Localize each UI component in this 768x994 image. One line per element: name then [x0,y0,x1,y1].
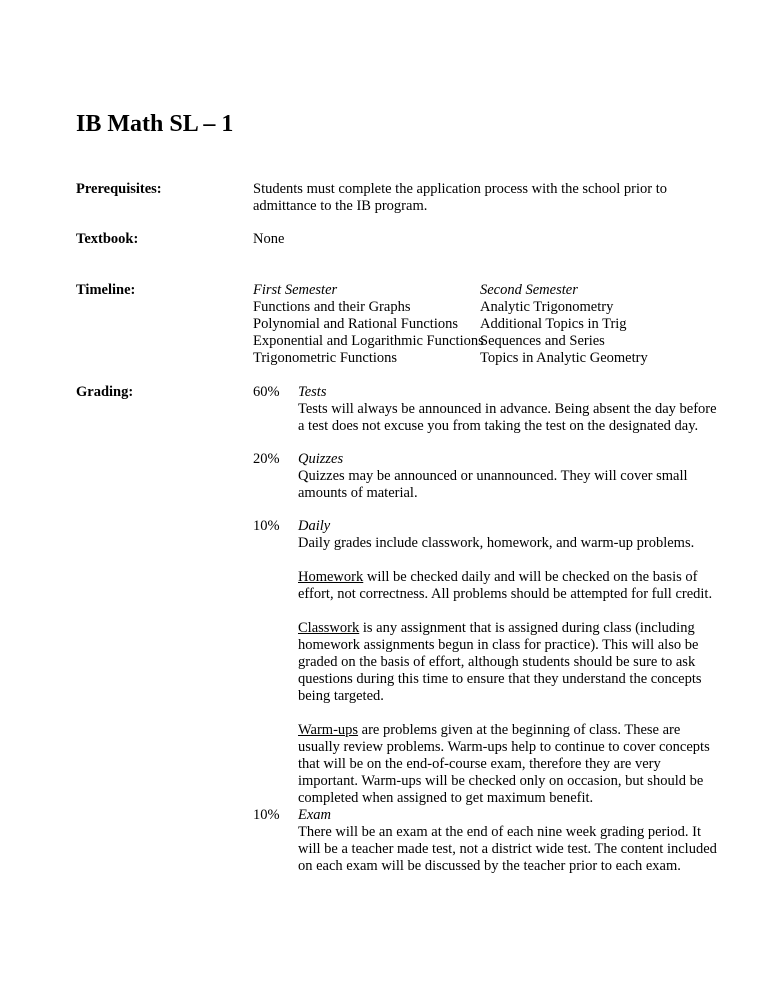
second-semester-heading: Second Semester [480,282,578,298]
grading-label: Grading: [76,384,134,400]
topic: Exponential and Logarithmic Functions [253,333,484,349]
warmups-text: are problems given at the beginning of class. These are usually review problems. Warm-ups help to continue to cover concepts that will be on the end-of-course exam, therefore they are very important. Warm-ups will be checked only on occasion, but should be completed when assigned to get maximum benefit. [298,722,710,806]
textbook-label: Textbook: [76,231,139,247]
textbook-text: None [253,231,285,247]
quizzes-heading: Quizzes [298,451,344,467]
exam-section [298,807,718,875]
topic: Polynomial and Rational Functions [253,316,459,332]
daily-text: Daily grades include classwork, homework, and warm-up problems. [298,535,695,551]
homework-paragraph [298,569,718,603]
tests-text: Tests will always be announced in advance. Being absent the day before a test does not excuse you from taking the test on the designated day. [298,401,717,434]
quizzes-percent: 20% [253,451,280,467]
timeline-label: Timeline: [76,282,136,298]
daily-section [298,518,718,807]
classwork-term: Classwork [298,620,360,636]
daily-heading: Daily [298,518,331,534]
tests-percent: 60% [253,384,280,400]
classwork-paragraph [298,620,718,705]
classwork-text: is any assignment that is assigned during class (including homework assignments begun in class for practice). This will also be graded on the basis of effort, although students should be sure to ask questions during this time to ensure that they understand the concepts being targeted. [298,620,702,704]
exam-text: There will be an exam at the end of each nine week grading period. It will be a teacher made test, not a district wide test. The content included on each exam will be discussed by the teacher prior to each exam. [298,824,717,874]
prerequisites-text: Students must complete the application process with the school prior to admittance to the IB program. [253,181,667,214]
exam-percent: 10% [253,807,280,823]
page-title: IB Math SL – 1 [76,111,234,137]
topic: Additional Topics in Trig [480,316,627,332]
warmups-term: Warm-ups [298,722,359,738]
topic: Functions and their Graphs [253,299,411,315]
exam-heading: Exam [298,807,332,823]
homework-term: Homework [298,569,364,585]
topic: Topics in Analytic Geometry [480,350,648,366]
warmups-paragraph [298,722,718,807]
tests-heading: Tests [298,384,327,400]
prerequisites-label: Prerequisites: [76,181,162,197]
topic: Sequences and Series [480,333,605,349]
daily-percent: 10% [253,518,280,534]
second-semester [480,282,648,367]
first-semester [253,282,484,367]
first-semester-heading: First Semester [253,282,338,298]
homework-text: will be checked daily and will be checked on the basis of effort, not correctness. All problems should be attempted for full credit. [298,569,713,602]
tests-section [298,384,718,435]
topic: Trigonometric Functions [253,350,398,366]
topic: Analytic Trigonometry [480,299,614,315]
quizzes-section [298,451,718,502]
quizzes-text: Quizzes may be announced or unannounced. They will cover small amounts of material. [298,468,688,501]
